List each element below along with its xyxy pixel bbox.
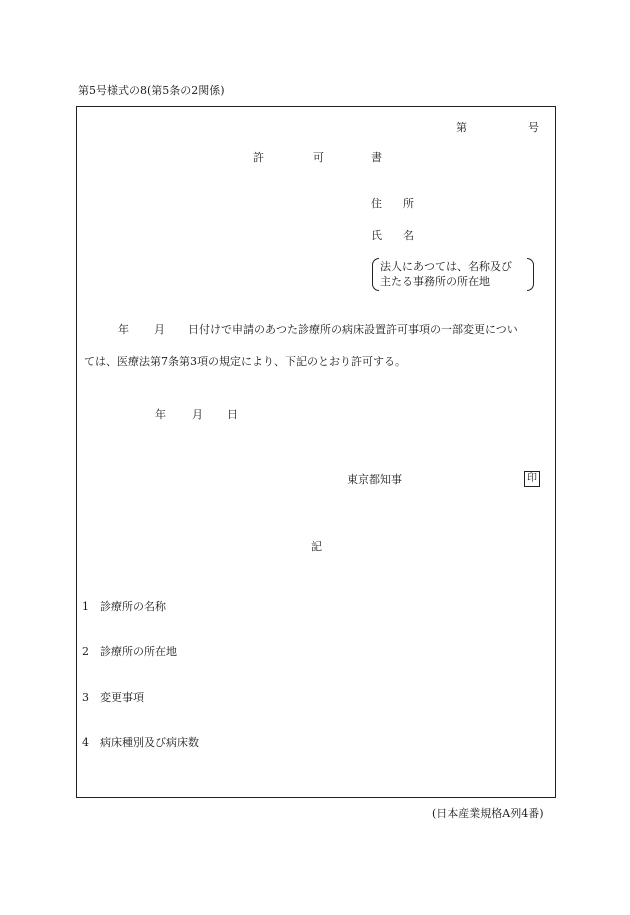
name-label-char-2: 名 (403, 229, 414, 242)
issue-date-day: 日 (227, 408, 238, 421)
issuer-name: 東京都知事 (347, 473, 402, 486)
issue-date (155, 409, 238, 420)
item-number: 1 (82, 600, 89, 613)
list-item (82, 601, 166, 612)
item-label: 診療所の名称 (100, 600, 166, 613)
corporate-note (372, 258, 534, 291)
body-year: 年 (118, 323, 129, 336)
item-label: 診療所の所在地 (100, 645, 177, 658)
address-label (371, 198, 414, 209)
corporate-note-line-2: 主たる事務所の所在地 (380, 275, 490, 288)
list-item (82, 692, 144, 703)
form-identifier: 第5号様式の8(第5条の2関係) (78, 84, 225, 97)
list-item (82, 737, 199, 748)
name-label (371, 230, 414, 241)
left-bracket (372, 258, 379, 291)
item-label: 変更事項 (100, 691, 144, 704)
issue-date-month: 月 (192, 408, 203, 421)
name-label-char-1: 氏 (371, 229, 382, 242)
ki-heading: 記 (311, 540, 322, 553)
corporate-note-line-1: 法人にあつては、名称及び (380, 260, 512, 273)
body-line-1 (118, 324, 518, 335)
body-line-1-text: 日付けで申請のあつた診療所の病床設置許可事項の一部変更につい (188, 323, 518, 336)
item-number: 3 (82, 691, 89, 704)
address-label-char-1: 住 (371, 197, 382, 210)
list-item (82, 646, 177, 657)
item-number: 4 (82, 736, 89, 749)
right-bracket (527, 258, 534, 291)
title-char-3: 書 (371, 151, 382, 164)
document-number-suffix: 号 (528, 121, 539, 134)
title-char-1: 許 (253, 151, 264, 164)
seal-mark: 印 (524, 471, 540, 487)
item-number: 2 (82, 645, 89, 658)
body-line-2: ては、医療法第7条第3項の規定により、下記のとおり許可する。 (84, 355, 406, 368)
document-frame (76, 106, 556, 798)
document-number-prefix: 第 (456, 121, 467, 134)
title-char-2: 可 (313, 151, 324, 164)
address-label-char-2: 所 (403, 197, 414, 210)
body-month: 月 (154, 323, 165, 336)
paper-size-note: (日本産業規格A列4番) (432, 807, 544, 820)
item-label: 病床種別及び病床数 (100, 736, 199, 749)
issue-date-year: 年 (155, 408, 166, 421)
